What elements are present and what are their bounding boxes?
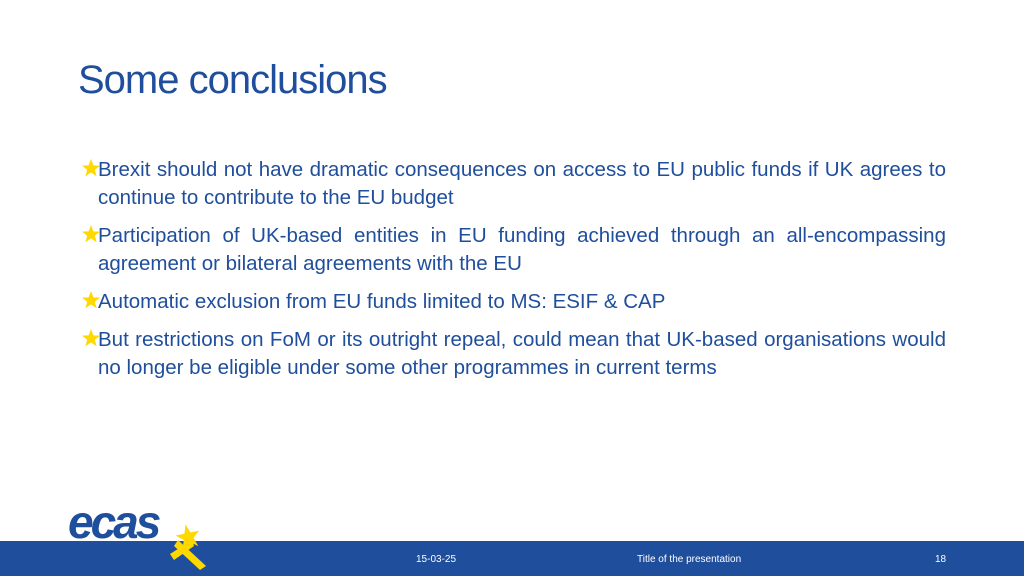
bullet-text: But restrictions on FoM or its outright repeal, could mean that UK-based organisations would no longer be eligible under some other programmes in current terms [98,328,946,379]
bullet-text: Automatic exclusion from EU funds limited to MS: ESIF & CAP [98,290,666,313]
bullet-item [80,156,946,212]
footer-presentation-title: Title of the presentation [637,554,742,565]
star-icon [81,224,101,244]
bullet-item [80,288,946,316]
page-number: 18 [935,554,947,565]
bullet-item [80,222,946,278]
logo-text: ecas [68,496,159,548]
star-icon [170,522,206,570]
footer-date: 15-03-25 [416,554,457,565]
bullet-item [80,326,946,382]
star-icon [81,158,101,178]
bullet-text: Participation of UK-based entities in EU funding achieved through an all-encompassing agreement or bilateral agreements with the EU [98,224,946,275]
bullet-text: Brexit should not have dramatic consequences on access to EU public funds if UK agrees to continue to contribute to the EU budget [98,158,946,209]
slide-title: Some conclusions [78,58,387,102]
star-icon [81,290,101,310]
bullet-list [80,156,946,392]
ecas-logo [66,496,216,576]
star-icon [81,328,101,348]
